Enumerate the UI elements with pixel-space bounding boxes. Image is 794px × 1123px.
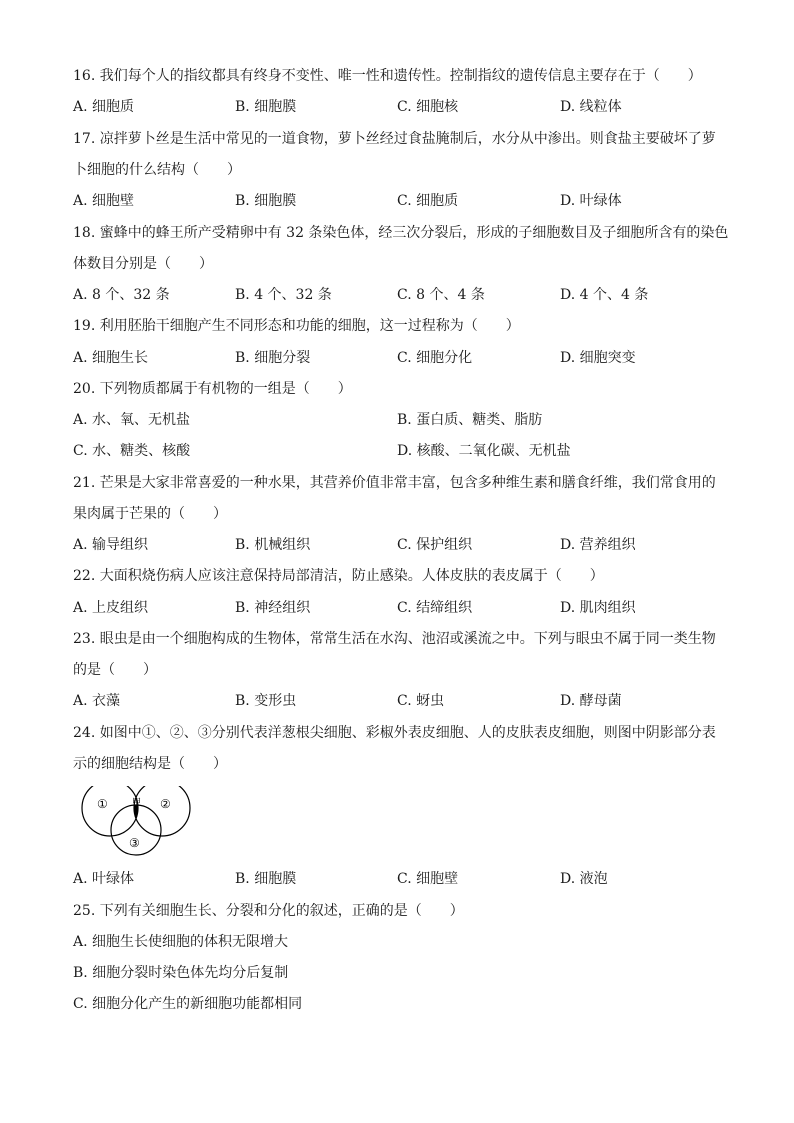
question-18-option-d: D. 4 个、4 条 bbox=[560, 287, 649, 303]
question-25-stem: 25. 下列有关细胞生长、分裂和分化的叙述，正确的是（ ） bbox=[73, 903, 464, 919]
question-18-stem-line-1: 18. 蜜蜂中的蜂王所产受精卵中有 32 条染色体，经三次分裂后，形成的子细胞数目及子细胞所含有的染色 bbox=[73, 225, 729, 241]
question-20-stem: 20. 下列物质都属于有机物的一组是（ ） bbox=[73, 381, 352, 397]
question-20-option-d: D. 核酸、二氧化碳、无机盐 bbox=[397, 443, 571, 459]
question-17-stem-line-2: 卜细胞的什么结构（ ） bbox=[73, 162, 241, 178]
question-20-option-a: A. 水、氧、无机盐 bbox=[73, 412, 191, 428]
question-16-option-a: A. 细胞质 bbox=[73, 99, 135, 115]
question-22-stem: 22. 大面积烧伤病人应该注意保持局部清洁，防止感染。人体皮肤的表皮属于（ ） bbox=[73, 568, 604, 584]
venn-diagram-figure bbox=[78, 786, 192, 856]
label-circle-3: ③ bbox=[129, 836, 140, 850]
question-24-stem-line-1: 24. 如图中①、②、③分别代表洋葱根尖细胞、彩椒外表皮细胞、人的皮肤表皮细胞，则图中阴影部分表 bbox=[73, 725, 716, 741]
label-circle-1: ① bbox=[97, 797, 108, 811]
question-16-option-d: D. 线粒体 bbox=[560, 99, 622, 115]
question-22-option-a: A. 上皮组织 bbox=[73, 600, 149, 616]
question-18-option-c: C. 8 个、4 条 bbox=[397, 287, 485, 303]
question-25-option-b: B. 细胞分裂时染色体先均分后复制 bbox=[73, 965, 289, 981]
question-24-option-d: D. 液泡 bbox=[560, 871, 608, 887]
question-21-stem-line-1: 21. 芒果是大家非常喜爱的一种水果，其营养价值非常丰富，包含多种维生素和膳食纤维，我们常食用的 bbox=[73, 475, 716, 491]
question-19-option-b: B. 细胞分裂 bbox=[235, 350, 311, 366]
question-23-option-d: D. 酵母菌 bbox=[560, 693, 622, 709]
question-25-option-c: C. 细胞分化产生的新细胞功能都相同 bbox=[73, 996, 303, 1012]
circle-2 bbox=[134, 786, 190, 836]
question-23-stem-line-2: 的是（ ） bbox=[73, 662, 157, 678]
question-24-stem-line-2: 示的细胞结构是（ ） bbox=[73, 756, 227, 772]
question-16-option-b: B. 细胞膜 bbox=[235, 99, 297, 115]
question-19-option-c: C. 细胞分化 bbox=[397, 350, 473, 366]
venn-diagram bbox=[78, 786, 192, 856]
question-19-stem: 19. 利用胚胎干细胞产生不同形态和功能的细胞，这一过程称为（ ） bbox=[73, 318, 520, 334]
question-17-option-d: D. 叶绿体 bbox=[560, 193, 622, 209]
question-21-stem-line-2: 果肉属于芒果的（ ） bbox=[73, 506, 227, 522]
question-23-stem-line-1: 23. 眼虫是由一个细胞构成的生物体，常常生活在水沟、池沼或溪流之中。下列与眼虫不属于同一类生物 bbox=[73, 631, 716, 647]
question-21-option-b: B. 机械组织 bbox=[235, 537, 311, 553]
question-23-option-a: A. 衣藻 bbox=[73, 693, 121, 709]
question-16-stem: 16. 我们每个人的指纹都具有终身不变性、唯一性和遗传性。控制指纹的遗传信息主要存在于（ ） bbox=[73, 68, 702, 84]
question-19-option-a: A. 细胞生长 bbox=[73, 350, 149, 366]
question-24-option-c: C. 细胞壁 bbox=[397, 871, 459, 887]
question-17-stem-line-1: 17. 凉拌萝卜丝是生活中常见的一道食物，萝卜丝经过食盐腌制后，水分从中渗出。则食盐主要破坏了萝 bbox=[73, 131, 716, 147]
question-17-option-a: A. 细胞壁 bbox=[73, 193, 135, 209]
label-circle-2: ② bbox=[160, 797, 171, 811]
question-25-option-a: A. 细胞生长使细胞的体积无限增大 bbox=[73, 934, 289, 950]
question-18-option-b: B. 4 个、32 条 bbox=[235, 287, 332, 303]
question-24-option-b: B. 细胞膜 bbox=[235, 871, 297, 887]
circle-1 bbox=[82, 786, 138, 836]
question-21-option-c: C. 保护组织 bbox=[397, 537, 473, 553]
question-19-option-d: D. 细胞突变 bbox=[560, 350, 636, 366]
question-22-option-c: C. 结缔组织 bbox=[397, 600, 473, 616]
question-17-option-b: B. 细胞膜 bbox=[235, 193, 297, 209]
question-21-option-a: A. 输导组织 bbox=[73, 537, 149, 553]
question-20-option-b: B. 蛋白质、糖类、脂肪 bbox=[397, 412, 543, 428]
question-21-option-d: D. 营养组织 bbox=[560, 537, 636, 553]
question-17-option-c: C. 细胞质 bbox=[397, 193, 459, 209]
question-20-option-c: C. 水、糖类、核酸 bbox=[73, 443, 191, 459]
label-center: 甲 bbox=[132, 798, 142, 808]
question-16-option-c: C. 细胞核 bbox=[397, 99, 459, 115]
question-18-option-a: A. 8 个、32 条 bbox=[73, 287, 170, 303]
question-23-option-c: C. 蚜虫 bbox=[397, 693, 445, 709]
question-24-option-a: A. 叶绿体 bbox=[73, 871, 135, 887]
question-23-option-b: B. 变形虫 bbox=[235, 693, 297, 709]
question-18-stem-line-2: 体数目分别是（ ） bbox=[73, 256, 213, 272]
question-22-option-d: D. 肌肉组织 bbox=[560, 600, 636, 616]
question-22-option-b: B. 神经组织 bbox=[235, 600, 311, 616]
